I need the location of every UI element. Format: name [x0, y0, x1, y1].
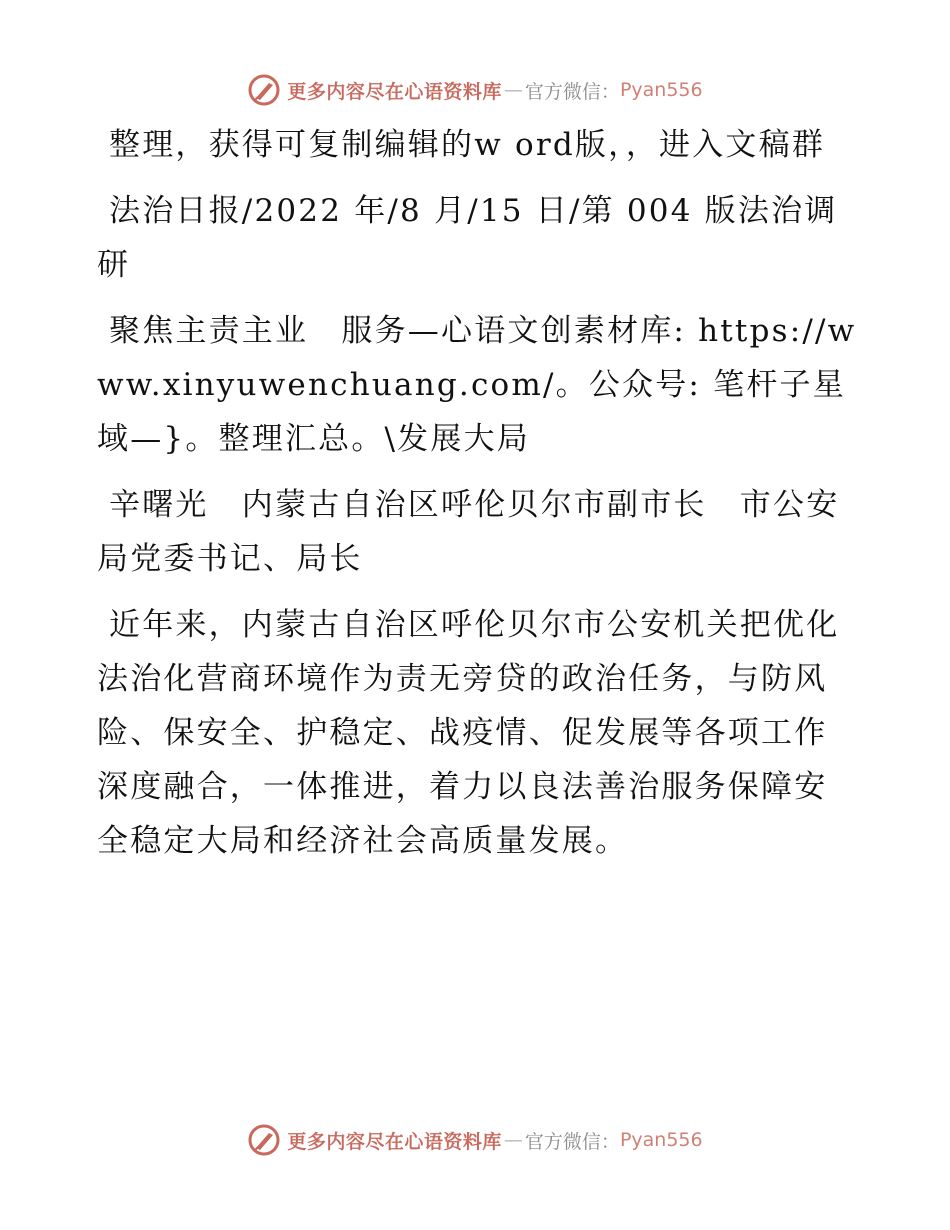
- watermark-dash: —: [503, 1129, 523, 1151]
- watermark-wechat-id: Pyan556: [619, 79, 703, 101]
- paragraph-body: 近年来，内蒙古自治区呼伦贝尔市公安机关把优化法治化营商环境作为责无旁贷的政治任务，与防风险、保安全、护稳定、战疫情、促发展等各项工作深度融合，一体推进，着力以良法善治服务保障安全稳定大局和经济社会高质量发展。: [97, 607, 840, 859]
- document-body: [97, 118, 857, 880]
- watermark-label: 官方微信：: [524, 80, 620, 103]
- quill-logo-icon: [247, 73, 281, 107]
- header-watermark: [0, 70, 950, 110]
- footer-watermark: [0, 1120, 950, 1160]
- watermark-main-text: 更多内容尽在心语资料库: [287, 1130, 502, 1153]
- watermark-wechat-id: Pyan556: [619, 1129, 703, 1151]
- quill-logo-icon: [247, 1123, 281, 1157]
- paragraph-author: 辛曙光 内蒙古自治区呼伦贝尔市副市长 市公安局党委书记、局长: [97, 487, 840, 577]
- watermark-dash: —: [503, 79, 523, 101]
- watermark-label: 官方微信：: [524, 1130, 620, 1153]
- watermark-main-text: 更多内容尽在心语资料库: [287, 80, 502, 103]
- paragraph-source: 法治日报/2022 年/8 月/15 日/第 004 版法治调研: [97, 193, 838, 283]
- paragraph-intro: 整理，获得可复制编辑的w ord版，，进入文稿群: [109, 127, 826, 163]
- paragraph-title: 聚焦主责主业 服务—心语文创素材库: https://www.xinyuwenchuang.com/。公众号: 笔杆子星域—}。整理汇总。\发展大局: [97, 313, 857, 457]
